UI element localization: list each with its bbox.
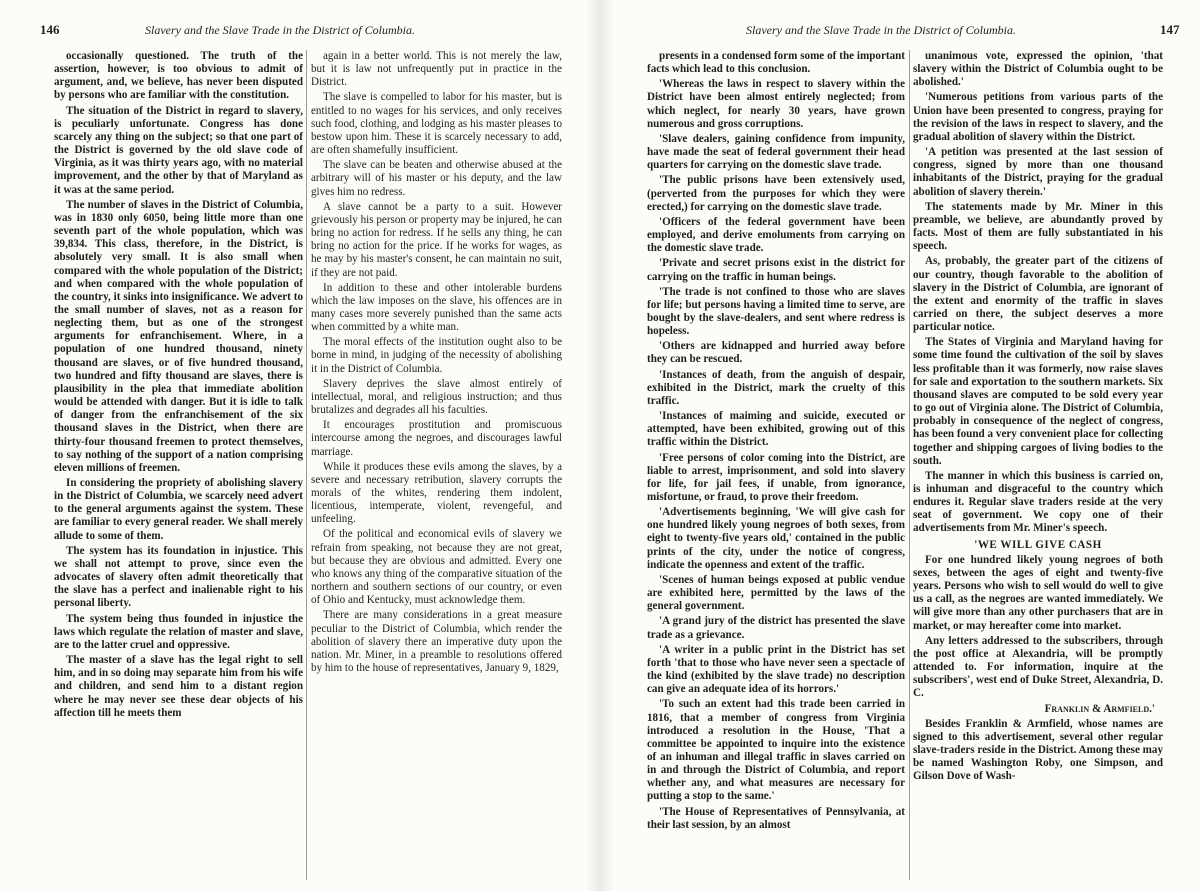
advertisement-signature: Franklin & Armfield.' — [1044, 702, 1155, 715]
paragraph: again in a better world. This is not merely the law, but it is law not unfrequently put in practice in the District. — [311, 50, 562, 89]
paragraph: 'Free persons of color coming into the District, are liable to arrest, imprisonment, and sold into slavery for life, for jail fees, if unable, from ignorance, misfortune, or fraud, to prove their freedom. — [647, 451, 905, 503]
paragraph: Slavery deprives the slave almost entirely of intellectual, moral, and religious instruction; and thus brutalizes and degrades all his faculties. — [311, 377, 562, 417]
paragraph: The situation of the District in regard to slavery, is peculiarly unfortunate. Congress has done scarcely any thing on the subject; so that one part of the District is governed by the old slave code of Virginia, as it was thirty years ago, with no material improvement, and the other by that of Maryland as it was at the same period. — [54, 104, 303, 196]
paragraph: 'Instances of death, from the anguish of despair, exhibited in the District, mark the cruelty of this traffic. — [647, 368, 905, 407]
advertisement-body — [913, 554, 1163, 701]
right-running-head: Slavery and the Slave Trade in the District of Columbia. — [746, 23, 1016, 37]
paragraph: For one hundred likely young negroes of both sexes, between the ages of eight and twenty-five years. Persons who wish to sell would do well to give us a call, as the negroes are wanted immediately. We will give more than any other purchasers that are in market, or may hereafter come into market. — [913, 553, 1163, 632]
paragraph: 'A grand jury of the district has presented the slave trade as a grievance. — [647, 615, 905, 641]
paragraph: The slave can be beaten and otherwise abused at the arbitrary will of his master or his deputy, and the law gives him no redress. — [311, 159, 562, 198]
right-column-2-closing — [913, 718, 1163, 784]
paragraph: While it produces these evils among the slaves, by a severe and necessary retribution, slavery corrupts the morals of the whites, rendering them indolent, licentious, intemperate, violent, revengeful, and unfeeling. — [311, 460, 562, 526]
paragraph: 'Private and secret prisons exist in the district for carrying on the traffic in human beings. — [647, 257, 905, 283]
paragraph: 'To such an extent had this trade been carried in 1816, that a member of congress from Virginia introduced a resolution in the House, 'That a committee be appointed to inquire into the existence of an inhuman and illegal traffic in slaves carried on in and through the District of Columbia, and report whether any, and what measures are necessary for putting a stop to the same.' — [647, 698, 905, 803]
right-column-2-body — [913, 50, 1163, 536]
left-column-divider — [306, 50, 307, 880]
paragraph: The statements made by Mr. Miner in this preamble, we believe, are abundantly proved by facts. Most of them are fully substantiated in his speech. — [913, 200, 1163, 253]
paragraph: A slave cannot be a party to a suit. However grievously his person or property may be injured, he can bring no action for redress. If he sells any thing, he can bring no action for the price. If he works for wages, as he may by his master's consent, he can maintain no suit, if they are not paid. — [311, 200, 562, 279]
paragraph: Of the political and economical evils of slavery we refrain from speaking, not because they are not great, but because they are obvious and admitted. Every one who knows any thing of the comparative situation of the northern and southern sections of our country, or even of Ohio and Kentucky, must acknowledge them. — [311, 528, 562, 607]
paragraph: 'A writer in a public print in the District has set forth 'that to those who have never seen a spectacle of the kind (exhibited by the slave trade) no description can give an adequate idea of its horrors.' — [647, 643, 905, 696]
paragraph: 'Advertisements beginning, 'We will give cash for one hundred likely young negroes of both sexes, from eight to twenty-five years old,' contained in the public prints of the city, under the notice of congress, indicate the openness and extent of the traffic. — [647, 506, 905, 571]
paragraph: The system has its foundation in injustice. This we shall not attempt to prove, since even the advocates of slavery often admit theoretically that the slave has a perfect and inalienable right to his personal liberty. — [54, 544, 303, 610]
paragraph: 'Numerous petitions from various parts of the Union have been presented to congress, praying for the revision of the laws in respect to slavery, and the gradual abolition of slavery within the District. — [913, 91, 1163, 143]
paragraph: 'Others are kidnapped and hurried away before they can be rescued. — [647, 340, 905, 366]
paragraph: 'The public prisons have been extensively used, (perverted from the purposes for which they were erected,) for carrying on the domestic slave trade. — [647, 174, 905, 213]
paragraph: presents in a condensed form some of the important facts which lead to this conclusion. — [647, 50, 905, 76]
paragraph: The States of Virginia and Maryland having for some time found the cultivation of the soil by slaves less profitable than it was formerly, now raise slaves for sale and exportation to the southern markets. Six thousand slaves are computed to be sold every year to go out of Virginia alone. The District of Columbia, probably in consequence of the neglect of congress, has been found a very convenient place for collecting together and shipping cargoes of living bodies to the south. — [913, 336, 1163, 467]
left-column-2 — [311, 50, 562, 882]
paragraph: As, probably, the greater part of the citizens of our country, though favorable to the abolition of slavery in the District of Columbia, are ignorant of the extent and enormity of the traffic in slaves carried on there, the subject deserves a more particular notice. — [913, 255, 1163, 334]
paragraph: 'Whereas the laws in respect to slavery within the District have been almost entirely neglected; from which neglect, for nearly 30 years, have grown numerous and gross corruptions. — [647, 78, 905, 130]
paragraph: The moral effects of the institution ought also to be borne in mind, in judging of the necessity of abolishing it in the District of Columbia. — [311, 336, 562, 375]
right-header — [600, 22, 1200, 40]
paragraph: 'A petition was presented at the last session of congress, signed by more than one thousand inhabitants of the District, praying for the gradual abolition of slavery therein.' — [913, 146, 1163, 198]
paragraph: unanimous vote, expressed the opinion, 'that slavery within the District of Columbia ought to be abolished.' — [913, 50, 1163, 89]
paragraph: occasionally questioned. The truth of the assertion, however, is too obvious to admit of argument, and, we believe, has never been disputed by persons who are familiar with the constitution. — [54, 50, 303, 102]
paragraph: 'Instances of maiming and suicide, executed or attempted, have been exhibited, growing out of this traffic within the District. — [647, 410, 905, 449]
paragraph: 'Scenes of human beings exposed at public vendue are exhibited here, permitted by the laws of the general government. — [647, 573, 905, 613]
left-header — [0, 22, 600, 40]
paragraph: The manner in which this business is carried on, is inhuman and disgraceful to the country which endures it. Regular slave traders reside at the very seat of government. We copy one of their advertisements from Mr. Miner's speech. — [913, 469, 1163, 535]
paragraph: The slave is compelled to labor for his master, but is entitled to no wages for his services, and only receives such food, clothing, and lodging as his master pleases to bestow upon him. These it is scarcely necessary to add, are often shamefully insufficient. — [311, 91, 562, 157]
paragraph: It encourages prostitution and promiscuous intercourse among the negroes, and discourages lawful marriage. — [311, 419, 562, 458]
paragraph: Besides Franklin & Armfield, whose names are signed to this advertisement, several other regular slave-traders reside in the District. Among these may be named Washington Roby, one Simpson, and Gilson Dove of Wash- — [913, 717, 1163, 783]
paragraph: There are many considerations in a great measure peculiar to the District of Columbia, which render the abolition of slavery there an imperative duty upon the nation. Mr. Miner, in a preamble to resolutions offered by him to the house of representatives, January 9, 1829, — [311, 609, 562, 675]
right-column-divider — [909, 50, 910, 880]
paragraph: In considering the propriety of abolishing slavery in the District of Columbia, we scarcely need advert to the general arguments against the system. These are familiar to every general reader. We shall merely allude to some of them. — [54, 477, 303, 542]
paragraph: 'Officers of the federal government have been employed, and derive emoluments from carrying on the domestic slave trade. — [647, 215, 905, 255]
left-running-head: Slavery and the Slave Trade in the District of Columbia. — [145, 23, 415, 37]
right-page-number: 147 — [1160, 22, 1180, 37]
paragraph: The master of a slave has the legal right to sell him, and in so doing may separate him from his wife and children, and send him to a distant region where he may never see these dear objects of his affection till he meets them — [54, 654, 303, 719]
paragraph: 'Slave dealers, gaining confidence from impunity, have made the seat of federal government their head quarters for carrying on the domestic slave trade. — [647, 132, 905, 172]
paragraph: The system being thus founded in injustice the laws which regulate the relation of master and slave, are to the latter cruel and oppressive. — [54, 612, 303, 651]
right-column-1 — [647, 50, 905, 882]
paragraph: 'The House of Representatives of Pennsylvania, at their last session, by an almost — [647, 805, 905, 831]
right-page — [600, 0, 1200, 891]
left-column-1 — [54, 50, 303, 882]
paragraph: Any letters addressed to the subscribers, through the post office at Alexandria, will be promptly attended to. For information, inquire at the subscribers', west end of Duke Street, Alexandria, D. C. — [913, 634, 1163, 700]
paragraph: The number of slaves in the District of Columbia, was in 1830 only 6050, being little more than one seventh part of the whole population, which was 39,834. This class, therefore, in the District, is absolutely very small. It is also small when compared with the whole population of the District; and when compared with the whole population of the country, it sinks into insignificance. We advert to the small number of slaves, not as a reason for neglecting them, but as one of the strongest arguments for enfranchisement. Where, in a population of one hundred thousand, ninety thousand are slaves, or of five hundred thousand, two hundred and fifty thousand are slaves, there is plausibility in the plea that immediate abolition would be attended with danger. But it is idle to talk of danger from the enfranchisement of the six thousand slaves in the District, when there are thirty-four thousand freemen to protect themselves, to say nothing of the support of a nation comprising eleven millions of freemen. — [54, 198, 303, 474]
left-page-number: 146 — [40, 22, 60, 37]
right-column-2 — [913, 50, 1163, 882]
advertisement-heading: 'WE WILL GIVE CASH — [974, 538, 1102, 551]
paragraph: 'The trade is not confined to those who are slaves for life; but persons having a limited time to serve, are bought by the slave-dealers, and sent where redress is hopeless. — [647, 285, 905, 338]
paragraph: In addition to these and other intolerable burdens which the law imposes on the slave, his offences are in many cases more severely punished than the same acts when committed by a white man. — [311, 281, 562, 334]
